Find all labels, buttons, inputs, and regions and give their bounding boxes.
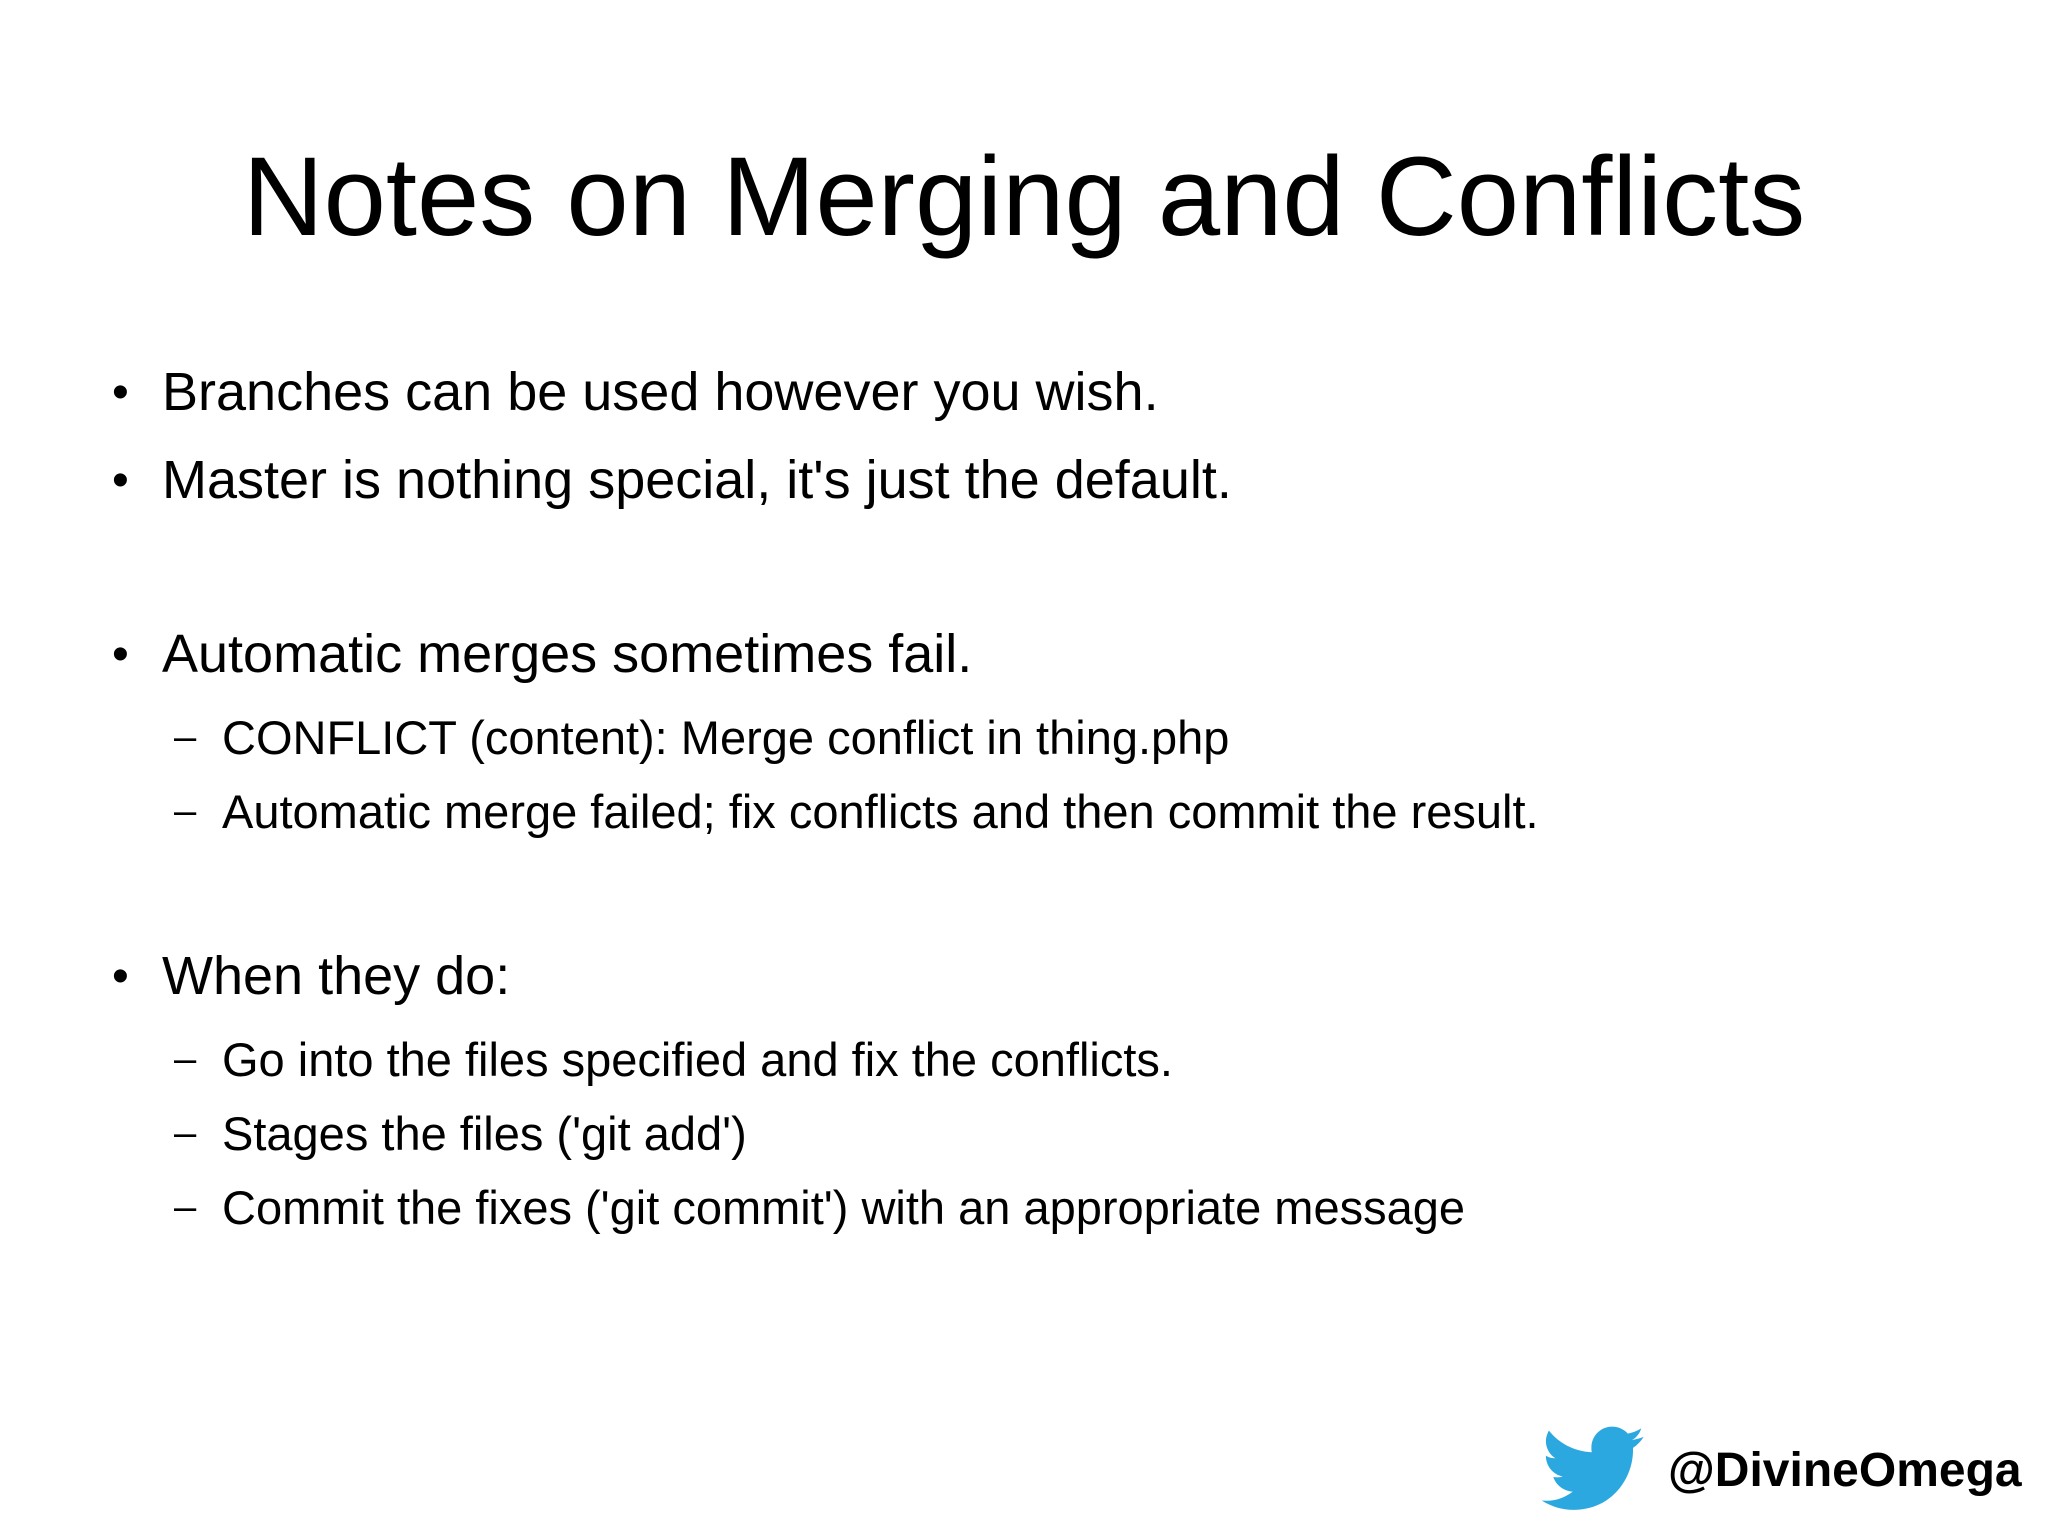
subitem-text: Stages the files ('git add') [222, 1106, 747, 1160]
bullet-marker: • [112, 453, 129, 507]
bullet-master [112, 440, 1232, 520]
sub-marker: – [174, 788, 197, 833]
bullet-text: Branches can be used however you wish. [162, 362, 1159, 422]
subitem-text: CONFLICT (content): Merge conflict in thing.php [222, 710, 1230, 764]
subitem-stage-files [174, 1098, 747, 1168]
bullet-marker: • [112, 949, 129, 1003]
subitem-text: Automatic merge failed; fix conflicts and then commit the result. [222, 784, 1539, 838]
bullet-text: When they do: [162, 946, 511, 1006]
bullet-text: Automatic merges sometimes fail. [162, 624, 973, 684]
bullet-when-they-do [112, 936, 510, 1016]
bullet-branches [112, 352, 1159, 432]
bullet-automatic-merges [112, 614, 972, 694]
sub-marker: – [174, 714, 197, 759]
subitem-commit-fixes [174, 1172, 1465, 1242]
sub-marker: – [174, 1184, 197, 1229]
subitem-merge-failed [174, 776, 1539, 846]
subitem-fix-files [174, 1024, 1173, 1094]
twitter-bird-icon [1542, 1425, 1646, 1515]
bullet-marker: • [112, 627, 129, 681]
twitter-handle-footer [1542, 1420, 2022, 1520]
bullet-text: Master is nothing special, it's just the default. [162, 450, 1232, 510]
twitter-handle: @DivineOmega [1668, 1443, 2022, 1497]
slide-title: Notes on Merging and Conflicts [242, 134, 1806, 259]
sub-marker: – [174, 1110, 197, 1155]
subitem-text: Commit the fixes ('git commit') with an appropriate message [222, 1180, 1465, 1234]
subitem-conflict-content [174, 702, 1229, 772]
subitem-text: Go into the files specified and fix the conflicts. [222, 1032, 1173, 1086]
sub-marker: – [174, 1036, 197, 1081]
bullet-marker: • [112, 365, 129, 419]
